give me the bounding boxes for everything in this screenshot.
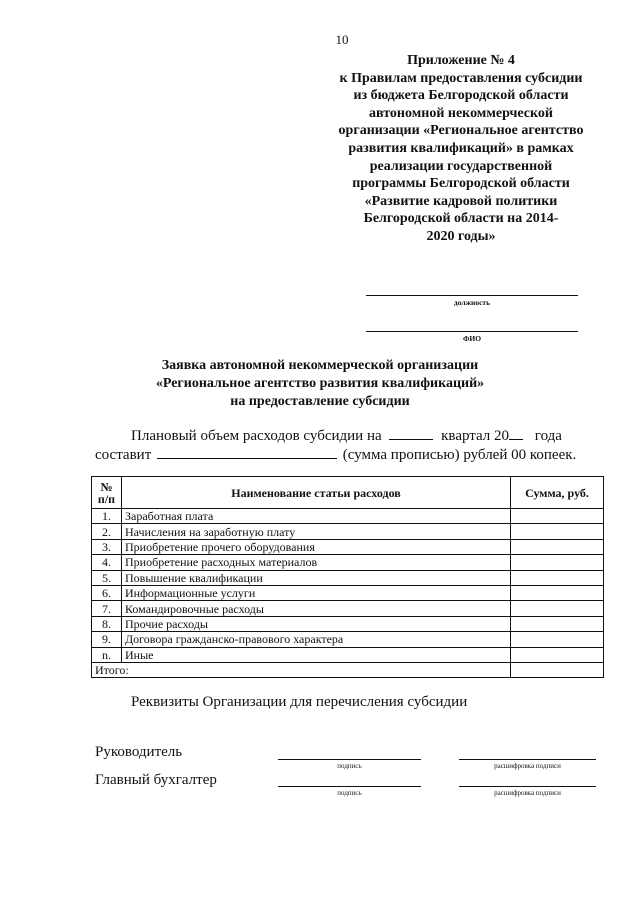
row-name: Приобретение расходных материалов xyxy=(122,555,511,570)
row-name: Договора гражданско-правового характера xyxy=(122,632,511,647)
row-num: 6. xyxy=(92,585,122,600)
head-sign-caption: подпись xyxy=(337,762,362,770)
appendix-line: из бюджета Белгородской области xyxy=(353,88,569,104)
row-num: 4. xyxy=(92,555,122,570)
total-label: Итого: xyxy=(92,662,511,677)
row-num: n. xyxy=(92,647,122,662)
appendix-line: Белгородской области на 2014- xyxy=(363,211,559,227)
row-name: Иные xyxy=(122,647,511,662)
row-sum[interactable] xyxy=(511,647,604,662)
table-row xyxy=(92,555,604,570)
row-name: Информационные услуги xyxy=(122,585,511,600)
row-name: Командировочные расходы xyxy=(122,601,511,616)
appendix-line: автономной некоммерческой xyxy=(369,105,553,121)
appendix-line: Приложение № 4 xyxy=(407,53,515,68)
paragraph-text: (сумма прописью) рублей 00 копеек. xyxy=(342,447,577,463)
blank-year xyxy=(509,425,523,440)
row-num: 5. xyxy=(92,570,122,585)
total-sum[interactable] xyxy=(511,662,604,677)
row-num: 2. xyxy=(92,524,122,539)
accountant-decode-caption: расшифровка подписи xyxy=(494,789,561,797)
table-total-row xyxy=(92,662,604,677)
paragraph-text: квартал 20 xyxy=(441,428,510,444)
head-decode-line[interactable] xyxy=(459,759,596,760)
table-row xyxy=(92,601,604,616)
name-caption: ФИО xyxy=(462,334,482,343)
appendix-line: «Развитие кадровой политики xyxy=(364,193,558,209)
row-num: 9. xyxy=(92,632,122,647)
title-line: «Региональное агентство развития квалификаций» xyxy=(155,376,485,391)
row-sum[interactable] xyxy=(511,601,604,616)
row-sum[interactable] xyxy=(511,524,604,539)
position-line xyxy=(366,295,578,296)
table-row xyxy=(92,570,604,585)
expenses-table xyxy=(91,476,604,678)
appendix-line: программы Белгородской области xyxy=(352,176,570,192)
appendix-line: 2020 годы» xyxy=(426,228,496,244)
table-row xyxy=(92,616,604,631)
blank-quarter xyxy=(389,425,433,440)
head-decode-caption: расшифровка подписи xyxy=(494,762,561,770)
name-line xyxy=(366,331,578,332)
row-sum[interactable] xyxy=(511,539,604,554)
row-num: 3. xyxy=(92,539,122,554)
row-name: Приобретение прочего оборудования xyxy=(122,539,511,554)
table-header-row xyxy=(92,477,604,509)
paragraph-text: составит xyxy=(95,447,152,463)
page-number: 10 xyxy=(335,32,349,47)
paragraph-line-2 xyxy=(95,444,576,464)
row-num: 7. xyxy=(92,601,122,616)
accountant-sign-caption: подпись xyxy=(337,789,362,797)
row-name: Повышение квалификации xyxy=(122,570,511,585)
head-sign-line[interactable] xyxy=(278,759,421,760)
table-row xyxy=(92,539,604,554)
table-row xyxy=(92,509,604,524)
row-sum[interactable] xyxy=(511,616,604,631)
position-caption: должность xyxy=(453,298,491,307)
row-sum[interactable] xyxy=(511,555,604,570)
appendix-line: к Правилам предоставления субсидии xyxy=(339,70,583,86)
appendix-header xyxy=(318,52,604,246)
row-name: Заработная плата xyxy=(122,509,511,524)
header-name: Наименование статьи расходов xyxy=(122,477,511,509)
title-line: на предоставление субсидии xyxy=(230,394,410,409)
requisites-text: Реквизиты Организации для перечисления субсидии xyxy=(131,694,468,710)
row-sum[interactable] xyxy=(511,570,604,585)
document-title xyxy=(100,357,540,411)
accountant-decode-line[interactable] xyxy=(459,786,596,787)
appendix-line: организации «Региональное агентство xyxy=(338,123,584,139)
appendix-line: развития квалификаций» в рамках xyxy=(348,140,574,156)
table-row xyxy=(92,585,604,600)
header-sum: Сумма, руб. xyxy=(511,477,604,509)
header-num: № п/п xyxy=(92,477,122,509)
accountant-sign-line[interactable] xyxy=(278,786,421,787)
title-line: Заявка автономной некоммерческой организации xyxy=(161,358,479,373)
row-num: 1. xyxy=(92,509,122,524)
row-sum[interactable] xyxy=(511,585,604,600)
row-name: Прочие расходы xyxy=(122,616,511,631)
blank-amount xyxy=(157,444,337,459)
table-row xyxy=(92,524,604,539)
table-row xyxy=(92,647,604,662)
appendix-line: реализации государственной xyxy=(369,158,553,174)
row-sum[interactable] xyxy=(511,632,604,647)
table-row xyxy=(92,632,604,647)
paragraph-line-1 xyxy=(131,425,562,445)
accountant-label: Главный бухгалтер xyxy=(95,772,217,788)
paragraph-text: года xyxy=(534,428,562,444)
head-label: Руководитель xyxy=(95,744,183,760)
row-name: Начисления на заработную плату xyxy=(122,524,511,539)
row-num: 8. xyxy=(92,616,122,631)
row-sum[interactable] xyxy=(511,509,604,524)
paragraph-text: Плановый объем расходов субсидии на xyxy=(131,428,382,444)
